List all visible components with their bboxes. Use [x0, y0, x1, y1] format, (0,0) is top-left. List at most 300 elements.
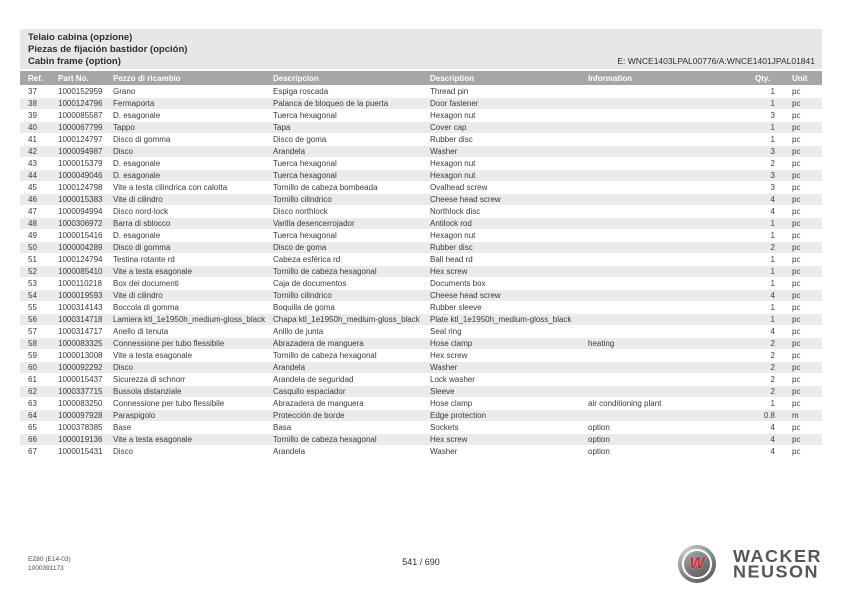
cell-pezzo: Box dei documenti: [113, 278, 273, 290]
cell-qty: 3: [755, 170, 783, 182]
cell-information: [588, 182, 755, 194]
table-row: [20, 290, 822, 302]
cell-descripcion: Palanca de bloqueo de la puerta: [273, 98, 430, 110]
cell-ref: 49: [20, 230, 58, 242]
cell-qty: 2: [755, 242, 783, 254]
model-label: EZ80 (E14-03): [28, 556, 71, 563]
table-row: [20, 98, 822, 110]
cell-pezzo: D. esagonale: [113, 230, 273, 242]
cell-information: [588, 374, 755, 386]
cell-part-no: 1000083325: [58, 338, 113, 350]
cell-part-no: 1000110218: [58, 278, 113, 290]
cell-unit: pc: [783, 170, 822, 182]
cell-descripcion: Arandela: [273, 146, 430, 158]
cell-description: Ovalhead screw: [430, 182, 588, 194]
cell-descripcion: Protección de borde: [273, 410, 430, 422]
cell-information: [588, 314, 755, 326]
cell-descripcion: Tuerca hexagonal: [273, 170, 430, 182]
table-row: [20, 230, 822, 242]
wacker-neuson-logo: [678, 545, 822, 583]
cell-qty: 1: [755, 230, 783, 242]
cell-part-no: 1000085410: [58, 266, 113, 278]
page-indicator: 541 / 690: [402, 557, 440, 567]
cell-pezzo: Bussola distanziale: [113, 386, 273, 398]
cell-qty: 1: [755, 398, 783, 410]
cell-qty: 4: [755, 194, 783, 206]
cell-qty: 1: [755, 218, 783, 230]
cell-qty: 2: [755, 362, 783, 374]
cell-part-no: 1000337715: [58, 386, 113, 398]
cell-information: [588, 242, 755, 254]
column-header-descripcion: Descripcion: [273, 71, 430, 86]
cell-ref: 55: [20, 302, 58, 314]
cell-unit: pc: [783, 278, 822, 290]
cell-part-no: 1000015437: [58, 374, 113, 386]
table-row: [20, 86, 822, 98]
cell-pezzo: Disco: [113, 146, 273, 158]
title-band: [20, 29, 822, 69]
cell-descripcion: Tornillo cilindrico: [273, 290, 430, 302]
cell-descripcion: Tornillo de cabeza bombeada: [273, 182, 430, 194]
table-row: [20, 194, 822, 206]
cell-descripcion: Tornillo de cabeza hexagonal: [273, 266, 430, 278]
cell-information: option: [588, 434, 755, 446]
cell-qty: 1: [755, 266, 783, 278]
brand-wordmark: [733, 546, 822, 582]
cell-description: Hexagon nut: [430, 158, 588, 170]
cell-pezzo: Sicurezza di schnorr: [113, 374, 273, 386]
cell-pezzo: Vite a testa cilindrica con calotta: [113, 182, 273, 194]
cell-description: Cheese head screw: [430, 290, 588, 302]
cell-description: Hex screw: [430, 434, 588, 446]
cell-information: [588, 146, 755, 158]
cell-information: [588, 278, 755, 290]
cell-qty: 1: [755, 86, 783, 98]
table-row: [20, 422, 822, 434]
cell-information: [588, 326, 755, 338]
cell-unit: pc: [783, 218, 822, 230]
cell-ref: 41: [20, 134, 58, 146]
cell-pezzo: Disco: [113, 446, 273, 458]
cell-unit: pc: [783, 434, 822, 446]
cell-descripcion: Disco de goma: [273, 134, 430, 146]
cell-part-no: 1000083250: [58, 398, 113, 410]
table-row: [20, 374, 822, 386]
cell-part-no: 1000094994: [58, 206, 113, 218]
cell-pezzo: Lamiera ktl_1e1950h_medium-gloss_black: [113, 314, 273, 326]
cell-information: [588, 170, 755, 182]
cell-information: [588, 98, 755, 110]
cell-unit: pc: [783, 266, 822, 278]
cell-qty: 3: [755, 110, 783, 122]
cell-part-no: 1000015383: [58, 194, 113, 206]
cell-part-no: 1000013008: [58, 350, 113, 362]
column-header-part-no: Part No.: [58, 71, 113, 86]
cell-ref: 54: [20, 290, 58, 302]
cell-ref: 45: [20, 182, 58, 194]
column-header-qty: Qty.: [755, 71, 783, 86]
cell-part-no: 1000049046: [58, 170, 113, 182]
cell-description: Hose clamp: [430, 398, 588, 410]
cell-descripcion: Disco northlock: [273, 206, 430, 218]
table-row: [20, 170, 822, 182]
cell-unit: pc: [783, 350, 822, 362]
cell-pezzo: D. esagonale: [113, 158, 273, 170]
table-row: [20, 278, 822, 290]
logo-inner-disc: [682, 549, 712, 579]
cell-information: [588, 158, 755, 170]
page-title-english: Cabin frame (option): [28, 56, 121, 67]
cell-unit: pc: [783, 206, 822, 218]
table-row: [20, 362, 822, 374]
cell-part-no: 1000019593: [58, 290, 113, 302]
cell-description: Edge protection: [430, 410, 588, 422]
table-row: [20, 386, 822, 398]
cell-unit: pc: [783, 230, 822, 242]
cell-part-no: 1000378385: [58, 422, 113, 434]
cell-description: Northlock disc: [430, 206, 588, 218]
cell-ref: 62: [20, 386, 58, 398]
cell-part-no: 1000124794: [58, 254, 113, 266]
cell-description: Washer: [430, 146, 588, 158]
logo-monogram: W: [689, 554, 705, 572]
cell-description: Hexagon nut: [430, 230, 588, 242]
cell-unit: pc: [783, 290, 822, 302]
cell-descripcion: Chapa ktl_1e1950h_medium-gloss_black: [273, 314, 430, 326]
cell-pezzo: Connessione per tubo flessibile: [113, 338, 273, 350]
cell-descripcion: Boquilla de goma: [273, 302, 430, 314]
cell-qty: 4: [755, 422, 783, 434]
cell-information: [588, 218, 755, 230]
cell-pezzo: Connessione per tubo flessibile: [113, 398, 273, 410]
column-header-information: Information: [588, 71, 755, 86]
cell-part-no: 1000019136: [58, 434, 113, 446]
cell-descripcion: Arandela: [273, 362, 430, 374]
cell-pezzo: D. esagonale: [113, 170, 273, 182]
cell-part-no: 1000314718: [58, 314, 113, 326]
cell-qty: 4: [755, 434, 783, 446]
cell-pezzo: Disco nord-lock: [113, 206, 273, 218]
cell-description: Ball head rd: [430, 254, 588, 266]
cell-pezzo: D. esagonale: [113, 110, 273, 122]
table-row: [20, 242, 822, 254]
cell-unit: m: [783, 410, 822, 422]
cell-pezzo: Barra di sblocco: [113, 218, 273, 230]
cell-qty: 4: [755, 206, 783, 218]
cell-unit: pc: [783, 158, 822, 170]
table-row: [20, 122, 822, 134]
cell-pezzo: Disco: [113, 362, 273, 374]
cell-part-no: 1000124798: [58, 182, 113, 194]
cell-information: [588, 122, 755, 134]
cell-descripcion: Basa: [273, 422, 430, 434]
cell-information: [588, 254, 755, 266]
cell-part-no: 1000015431: [58, 446, 113, 458]
cell-ref: 40: [20, 122, 58, 134]
cell-ref: 44: [20, 170, 58, 182]
cell-description: Rubber disc: [430, 134, 588, 146]
cell-ref: 52: [20, 266, 58, 278]
cell-part-no: 1000097928: [58, 410, 113, 422]
cell-part-no: 1000314143: [58, 302, 113, 314]
cell-pezzo: Anello di tenuta: [113, 326, 273, 338]
table-body: [20, 86, 822, 458]
cell-ref: 53: [20, 278, 58, 290]
cell-ref: 39: [20, 110, 58, 122]
brand-wordmark-line2: NEUSON: [733, 562, 820, 582]
table-row: [20, 434, 822, 446]
cell-pezzo: Paraspigolo: [113, 410, 273, 422]
cell-ref: 56: [20, 314, 58, 326]
cell-descripcion: Tornillo de cabeza hexagonal: [273, 434, 430, 446]
cell-description: Door fastener: [430, 98, 588, 110]
cell-unit: pc: [783, 374, 822, 386]
table-row: [20, 314, 822, 326]
cell-qty: 2: [755, 158, 783, 170]
cell-information: heating: [588, 338, 755, 350]
cell-description: Seal ring: [430, 326, 588, 338]
table-row: [20, 182, 822, 194]
cell-qty: 4: [755, 290, 783, 302]
cell-part-no: 1000085587: [58, 110, 113, 122]
cell-information: [588, 290, 755, 302]
cell-qty: 1: [755, 302, 783, 314]
cell-information: air conditioning plant: [588, 398, 755, 410]
cell-ref: 57: [20, 326, 58, 338]
cell-pezzo: Grano: [113, 86, 273, 98]
cell-part-no: 1000015416: [58, 230, 113, 242]
cell-information: option: [588, 446, 755, 458]
cell-information: [588, 266, 755, 278]
cell-part-no: 1000067799: [58, 122, 113, 134]
cell-pezzo: Disco di gomma: [113, 134, 273, 146]
table-row: [20, 350, 822, 362]
table-row: [20, 338, 822, 350]
cell-unit: pc: [783, 422, 822, 434]
cell-qty: 1: [755, 278, 783, 290]
cell-ref: 48: [20, 218, 58, 230]
cell-description: Washer: [430, 362, 588, 374]
cell-description: Plate ktl_1e1950h_medium-gloss_black: [430, 314, 588, 326]
cell-description: Sleeve: [430, 386, 588, 398]
cell-pezzo: Tappo: [113, 122, 273, 134]
cell-descripcion: Caja de documentos: [273, 278, 430, 290]
brand-wordmark-line1: WACKER: [733, 546, 822, 566]
column-header-description: Description: [430, 71, 588, 86]
cell-descripcion: Tornillo de cabeza hexagonal: [273, 350, 430, 362]
cell-unit: pc: [783, 326, 822, 338]
cell-ref: 38: [20, 98, 58, 110]
cell-unit: pc: [783, 110, 822, 122]
page-title-italian: Telaio cabina (opzione): [28, 32, 133, 43]
cell-pezzo: Base: [113, 422, 273, 434]
cell-description: Hexagon nut: [430, 170, 588, 182]
cell-descripcion: Casquilo espaciador: [273, 386, 430, 398]
cell-descripcion: Varilla desencerrojador: [273, 218, 430, 230]
cell-unit: pc: [783, 242, 822, 254]
column-header-pezzo: Pezzo di ricambio: [113, 71, 273, 86]
cell-ref: 37: [20, 86, 58, 98]
cell-qty: 2: [755, 374, 783, 386]
cell-unit: pc: [783, 446, 822, 458]
cell-information: [588, 230, 755, 242]
cell-unit: pc: [783, 314, 822, 326]
cell-ref: 66: [20, 434, 58, 446]
column-header-unit: Unit: [783, 71, 822, 86]
cell-descripcion: Espiga roscada: [273, 86, 430, 98]
cell-description: Cover cap: [430, 122, 588, 134]
cell-information: [588, 410, 755, 422]
cell-descripcion: Disco de goma: [273, 242, 430, 254]
cell-unit: pc: [783, 338, 822, 350]
cell-pezzo: Testina rotante rd: [113, 254, 273, 266]
cell-part-no: 1000124796: [58, 98, 113, 110]
cell-ref: 42: [20, 146, 58, 158]
cell-description: Hose clamp: [430, 338, 588, 350]
wacker-neuson-logo-icon: [678, 545, 716, 583]
cell-qty: 2: [755, 386, 783, 398]
cell-unit: pc: [783, 122, 822, 134]
cell-information: [588, 206, 755, 218]
cell-descripcion: Abrazadera de manguera: [273, 338, 430, 350]
cell-description: Hexagon nut: [430, 110, 588, 122]
cell-description: Thread pin: [430, 86, 588, 98]
cell-description: Sockets: [430, 422, 588, 434]
table-row: [20, 398, 822, 410]
cell-descripcion: Arandela de seguridad: [273, 374, 430, 386]
cell-description: Rubber disc: [430, 242, 588, 254]
table-row: [20, 206, 822, 218]
cell-pezzo: Vite di cilindro: [113, 194, 273, 206]
cell-pezzo: Disco di gomma: [113, 242, 273, 254]
cell-descripcion: Cabeza esférica rd: [273, 254, 430, 266]
cell-unit: pc: [783, 398, 822, 410]
cell-description: Washer: [430, 446, 588, 458]
cell-unit: pc: [783, 386, 822, 398]
cell-qty: 1: [755, 254, 783, 266]
cell-unit: pc: [783, 194, 822, 206]
cell-pezzo: Vite di cilindro: [113, 290, 273, 302]
cell-information: [588, 86, 755, 98]
cell-part-no: 1000092292: [58, 362, 113, 374]
cell-part-no: 1000094987: [58, 146, 113, 158]
cell-ref: 50: [20, 242, 58, 254]
table-row: [20, 146, 822, 158]
cell-unit: pc: [783, 182, 822, 194]
column-header-ref: Ref.: [20, 71, 58, 86]
cell-ref: 58: [20, 338, 58, 350]
cell-pezzo: Vite a testa esagonale: [113, 350, 273, 362]
cell-unit: pc: [783, 254, 822, 266]
cell-pezzo: Boccola di gomma: [113, 302, 273, 314]
cell-part-no: 1000124797: [58, 134, 113, 146]
document-number: 1000391173: [28, 565, 64, 572]
page-title-spanish: Piezas de fijación bastidor (opción): [28, 44, 188, 55]
cell-descripcion: Tuerca hexagonal: [273, 110, 430, 122]
cell-description: Cheese head screw: [430, 194, 588, 206]
reference-code: E: WNCE1403LPAL00776/A:WNCE1401JPAL01841: [617, 56, 815, 66]
cell-descripcion: Tuerca hexagonal: [273, 230, 430, 242]
cell-ref: 46: [20, 194, 58, 206]
cell-qty: 3: [755, 182, 783, 194]
cell-description: Antilock rod: [430, 218, 588, 230]
cell-qty: 1: [755, 134, 783, 146]
cell-description: Lock washer: [430, 374, 588, 386]
cell-ref: 67: [20, 446, 58, 458]
cell-information: [588, 362, 755, 374]
cell-part-no: 1000314717: [58, 326, 113, 338]
cell-ref: 63: [20, 398, 58, 410]
table-row: [20, 158, 822, 170]
cell-description: Documents box: [430, 278, 588, 290]
cell-pezzo: Vite a testa esagonale: [113, 434, 273, 446]
table-row: [20, 326, 822, 338]
cell-unit: pc: [783, 146, 822, 158]
table-row: [20, 218, 822, 230]
cell-descripcion: Anillo de junta: [273, 326, 430, 338]
table-row: [20, 254, 822, 266]
table-row: [20, 446, 822, 458]
cell-information: [588, 350, 755, 362]
cell-ref: 59: [20, 350, 58, 362]
cell-information: [588, 110, 755, 122]
cell-pezzo: Vite a testa esagonale: [113, 266, 273, 278]
table-row: [20, 302, 822, 314]
cell-information: [588, 194, 755, 206]
table-row: [20, 110, 822, 122]
table-header-row: [20, 71, 822, 86]
table-row: [20, 134, 822, 146]
cell-unit: pc: [783, 362, 822, 374]
cell-information: [588, 302, 755, 314]
table-row: [20, 266, 822, 278]
cell-unit: pc: [783, 134, 822, 146]
table-row: [20, 410, 822, 422]
cell-ref: 43: [20, 158, 58, 170]
cell-information: [588, 386, 755, 398]
cell-descripcion: Abrazadera de manguera: [273, 398, 430, 410]
cell-pezzo: Fermaporta: [113, 98, 273, 110]
cell-information: option: [588, 422, 755, 434]
cell-part-no: 1000004289: [58, 242, 113, 254]
cell-description: Rubber sleeve: [430, 302, 588, 314]
cell-qty: 2: [755, 338, 783, 350]
cell-qty: 2: [755, 350, 783, 362]
cell-description: Hex screw: [430, 266, 588, 278]
cell-ref: 51: [20, 254, 58, 266]
cell-part-no: 1000306972: [58, 218, 113, 230]
cell-ref: 60: [20, 362, 58, 374]
cell-description: Hex screw: [430, 350, 588, 362]
cell-ref: 64: [20, 410, 58, 422]
cell-descripcion: Tuerca hexagonal: [273, 158, 430, 170]
cell-ref: 47: [20, 206, 58, 218]
cell-qty: 4: [755, 446, 783, 458]
cell-part-no: 1000015379: [58, 158, 113, 170]
cell-unit: pc: [783, 302, 822, 314]
cell-unit: pc: [783, 98, 822, 110]
cell-qty: 1: [755, 122, 783, 134]
cell-ref: 65: [20, 422, 58, 434]
cell-qty: 1: [755, 314, 783, 326]
cell-part-no: 1000152959: [58, 86, 113, 98]
cell-qty: 4: [755, 326, 783, 338]
cell-qty: 1: [755, 98, 783, 110]
cell-descripcion: Tapa: [273, 122, 430, 134]
cell-information: [588, 134, 755, 146]
cell-unit: pc: [783, 86, 822, 98]
cell-ref: 61: [20, 374, 58, 386]
